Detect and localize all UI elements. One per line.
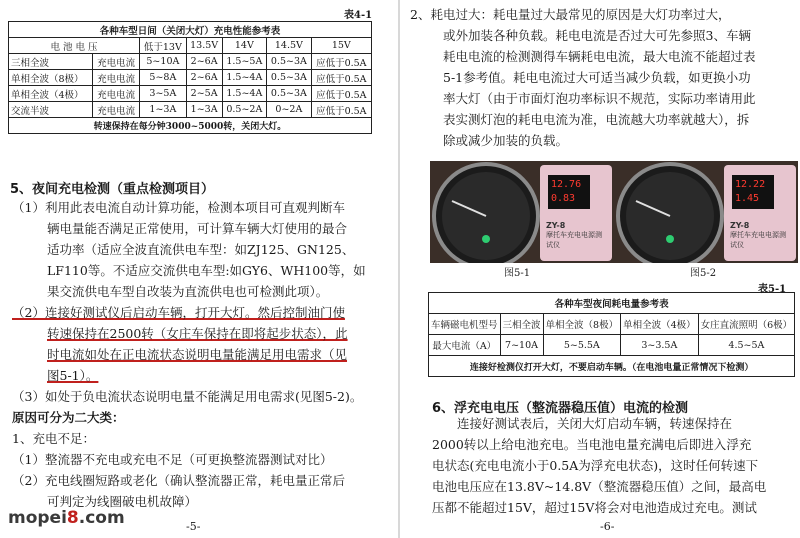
table-cell: 三相全波 xyxy=(9,54,93,70)
paragraph-3: （3）如处于负电流状态说明电量不能满足用电需求(见图5-2)。 xyxy=(12,389,363,404)
meter-readout xyxy=(735,178,765,206)
paragraph-consumption xyxy=(410,4,756,151)
readout-current: 0.83 xyxy=(551,193,576,204)
table-cell: 1.5~4A xyxy=(222,86,267,102)
table-label: 表5-1 xyxy=(758,284,787,295)
table-cell: 5~10A xyxy=(140,54,187,70)
device-label xyxy=(546,221,608,250)
table-cell: 0~2A xyxy=(267,102,312,118)
readout-current: 1.45 xyxy=(735,193,760,204)
text-line: 电池电压应在13.8V~14.8V（整流器稳压值）之间，最高电 xyxy=(432,479,767,494)
table-header-row xyxy=(429,314,795,335)
table-header-cell: 低于13V xyxy=(140,38,187,54)
page-number: -6- xyxy=(600,520,615,533)
text-line: 表实测灯泡的耗电电流为准，电流越大功率就越大），拆 xyxy=(443,112,750,127)
text-line: LF110等。不适应交流供电车型:如GY6、WH100等，如 xyxy=(47,263,366,278)
table-cell: 3~3.5A xyxy=(621,335,699,356)
figure-caption-2: 图5-2 xyxy=(690,268,717,279)
table-header-cell: 三相全波 xyxy=(500,314,543,335)
table-header-cell: 13.5V xyxy=(186,38,222,54)
table-cell: 5~8A xyxy=(140,70,187,86)
watermark-prefix: mopei xyxy=(8,508,67,528)
device-model: ZY-8 xyxy=(730,221,750,230)
paragraph-1 xyxy=(12,197,366,302)
device-model: ZY-8 xyxy=(546,221,566,230)
table-label: 表4-1 xyxy=(344,10,373,21)
section-heading: 6、浮充电电压（整流器稳压值）电流的检测 xyxy=(432,401,689,416)
table-header-cell: 车辆磁电机型号 xyxy=(429,314,501,335)
table-cell: 应低于0.5A xyxy=(311,70,371,86)
text-line: 转速保持在2500转（女庄车保持在即将起步状态），此 xyxy=(47,326,348,341)
table-row xyxy=(9,70,372,86)
table-row xyxy=(9,102,372,118)
figure-caption-1: 图5-1 xyxy=(504,268,531,279)
text-line: （1）利用此表电流自动计算功能，检测本项目可直观判断车 xyxy=(12,200,345,215)
table-cell: 0.5~3A xyxy=(267,54,312,70)
right-page xyxy=(400,0,800,538)
table-header-cell: 单相全波（8极） xyxy=(543,314,621,335)
watermark-logo xyxy=(8,508,125,528)
text-line: 5-1参考值。耗电电流过大可适当减少负载，如更换小功 xyxy=(443,70,751,85)
night-consumption-table xyxy=(428,292,795,377)
table-cell: 2~5A xyxy=(186,86,222,102)
text-line: （2）充电线圈短路或老化（确认整流器正常，耗电量正常后 xyxy=(12,473,345,488)
table-footer: 转速保持在每分钟3000~5000转，关闭大灯。 xyxy=(9,118,372,134)
table-cell: 充电电流 xyxy=(93,86,140,102)
table-title: 各种车型日间（关闭大灯）充电性能参考表 xyxy=(9,22,372,38)
table-cell: 2~6A xyxy=(186,54,222,70)
table-title: 各种车型夜间耗电量参考表 xyxy=(429,293,795,314)
cause-1a: （1）整流器不充电或充电不足（可更换整流器测试对比） xyxy=(12,452,333,467)
text-line: 耗电电流的检测测得车辆耗电电流，最大电流不能超过表 xyxy=(443,49,756,64)
text-line: 电状态(充电电流小于0.5A为浮充电状态)，这时任何转速下 xyxy=(432,458,759,473)
text-span: 或外加装各种负载。耗电电流是否过大可先参照3、车辆 xyxy=(443,28,751,43)
table-header-cell: 电 池 电 压 xyxy=(9,38,140,54)
table-cell: 0.5~3A xyxy=(267,86,312,102)
table-cell: 应低于0.5A xyxy=(311,54,371,70)
table-cell: 3~5A xyxy=(140,86,187,102)
table-cell: 1~3A xyxy=(186,102,222,118)
table-cell: 充电电流 xyxy=(93,54,140,70)
device-label xyxy=(730,221,792,250)
device-text: 摩托车充电电源测试仪 xyxy=(546,231,602,249)
table-cell: 应低于0.5A xyxy=(311,86,371,102)
photo-fig-5-2 xyxy=(614,161,798,263)
text-line: 图5-1）。 xyxy=(47,368,99,383)
table-cell: 1.5~5A xyxy=(222,54,267,70)
cause-1b xyxy=(12,470,345,512)
photo-fig-5-1 xyxy=(430,161,614,263)
table-cell: 最大电流（A） xyxy=(429,335,501,356)
table-header-cell: 单相全波（4极） xyxy=(621,314,699,335)
text-line: （2）连接好测试仪后启动车辆，打开大灯。然后控制油门使 xyxy=(12,305,345,320)
table-cell: 交流半波 xyxy=(9,102,93,118)
table-cell: 充电电流 xyxy=(93,70,140,86)
table-row xyxy=(9,86,372,102)
watermark-number: 8 xyxy=(66,508,79,528)
table-cell: 应低于0.5A xyxy=(311,102,371,118)
table-cell: 2~6A xyxy=(186,70,222,86)
text-line: 适功率（适应全波直流供电车型：如ZJ125、GN125、 xyxy=(47,242,355,257)
cause-1: 1、充电不足： xyxy=(12,431,95,446)
text-line: 时电流如处在正电流状态说明电量能满足用电需求（见 xyxy=(47,347,348,362)
table-cell: 0.5~3A xyxy=(267,70,312,86)
watermark-suffix: .com xyxy=(78,508,125,528)
table-cell: 1~3A xyxy=(140,102,187,118)
readout-voltage: 12.22 xyxy=(735,179,766,190)
page-number: -5- xyxy=(186,520,201,533)
table-cell: 0.5~2A xyxy=(222,102,267,118)
meter-readout xyxy=(551,178,581,206)
table-cell: 单相全波（8极） xyxy=(9,70,93,86)
table-header-cell: 女庄直流照明（6极） xyxy=(698,314,795,335)
table-header-cell: 14V xyxy=(222,38,267,54)
table-row xyxy=(429,335,795,356)
table-row xyxy=(9,54,372,70)
section-heading: 5、夜间充电检测（重点检测项目） xyxy=(10,182,215,197)
text-line xyxy=(410,25,756,46)
table-header-row xyxy=(9,38,372,54)
table-cell: 充电电流 xyxy=(93,102,140,118)
table-cell: 7~10A xyxy=(500,335,543,356)
text-line: 率大灯（由于市面灯泡功率标识不规范，实际功率请用此 xyxy=(443,91,756,106)
text-line: 连接好测试表后，关闭大灯启动车辆，转速保持在 xyxy=(457,416,733,431)
table-header-cell: 14.5V xyxy=(267,38,312,54)
table-cell: 单相全波（4极） xyxy=(9,86,93,102)
paragraph-float-charge xyxy=(432,413,766,518)
text-line: 可判定为线圈破电机故障） xyxy=(47,494,198,509)
table-header-cell: 15V xyxy=(311,38,371,54)
text-line: 压都不能超过15V，超过15V将会对电池造成过充电。测试 xyxy=(432,500,757,515)
text-line: 辆电量能否满足正常使用，可计算车辆大灯使用的最合 xyxy=(47,221,348,236)
causes-heading: 原因可分为二大类： xyxy=(12,410,125,425)
text-line: 2、耗电过大：耗电量过大最常见的原因是大灯功率过大， xyxy=(410,7,731,22)
readout-voltage: 12.76 xyxy=(551,179,582,190)
table-cell: 1.5~4A xyxy=(222,70,267,86)
text-line: 除或减少加装的负载。 xyxy=(443,133,569,148)
device-text: 摩托车充电电源测试仪 xyxy=(730,231,786,249)
table-cell: 5~5.5A xyxy=(543,335,621,356)
table-cell: 4.5~5A xyxy=(698,335,795,356)
daytime-charge-table xyxy=(8,21,372,134)
table-footer: 连接好检测仪打开大灯，不要启动车辆。（在电池电量正常情况下检测） xyxy=(429,356,795,377)
left-page xyxy=(0,0,398,538)
text-line: 2000转以上给电池充电。当电池电量充满电后即进入浮充 xyxy=(432,437,752,452)
text-line: 果交流供电车型自改装为直流供电也可检测此项）。 xyxy=(47,284,329,299)
paragraph-2 xyxy=(12,302,348,386)
